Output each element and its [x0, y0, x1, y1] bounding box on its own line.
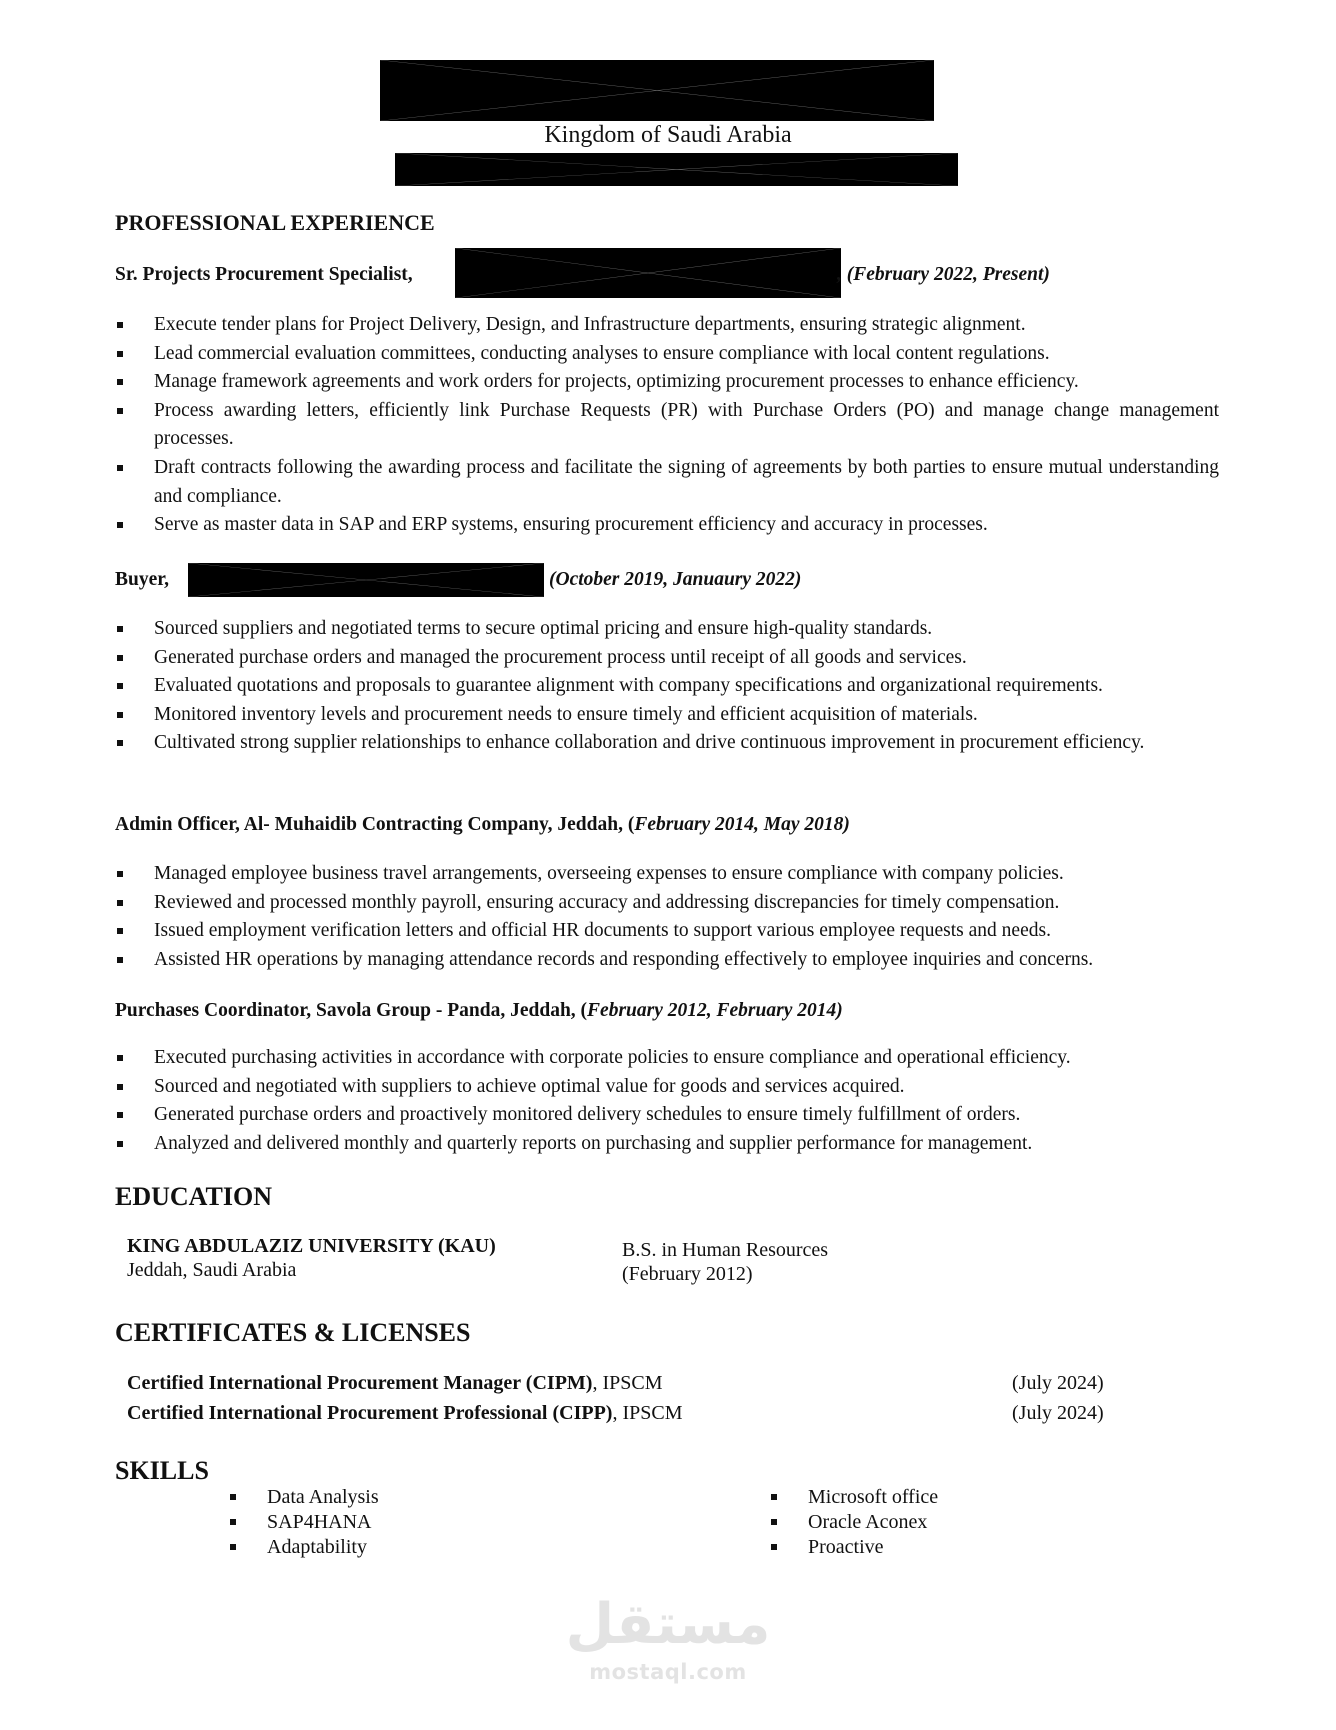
certificate-name: Certified International Procurement Manager (CIPM)	[127, 1372, 593, 1394]
job-role: Admin Officer, Al- Muhaidib Contracting Company, Jeddah, (	[115, 814, 635, 835]
education-degree	[622, 1238, 828, 1286]
bullet-square-icon	[117, 522, 123, 528]
bullet-square-icon	[117, 712, 123, 718]
bullet-square-icon	[117, 1112, 123, 1118]
certificate-name: Certified International Procurement Professional (CIPP)	[127, 1402, 613, 1424]
list-item: Monitored inventory levels and procurement needs to ensure timely and efficient acquisition of materials.	[115, 701, 1219, 730]
bullet-square-icon	[117, 900, 123, 906]
list-item: SAP4HANA	[228, 1510, 379, 1535]
certificate-issuer: , IPSCM	[612, 1402, 683, 1424]
list-item: Execute tender plans for Project Delivery, Design, and Infrastructure departments, ensuring strategic alignment.	[115, 311, 1219, 340]
university-name: KING ABDULAZIZ UNIVERSITY (KAU)	[127, 1235, 496, 1257]
bullet-square-icon	[117, 322, 123, 328]
job-bullet-list	[115, 311, 1219, 540]
certificate-date: (July 2024)	[1012, 1372, 1104, 1394]
job-title	[115, 264, 413, 286]
degree-date: (February 2012)	[622, 1263, 753, 1285]
bullet-square-icon	[117, 1141, 123, 1147]
list-item: Issued employment verification letters and official HR documents to support various employee requests and needs.	[115, 917, 1219, 946]
bullet-square-icon	[117, 379, 123, 385]
list-item: Generated purchase orders and managed the procurement process until receipt of all goods and services.	[115, 644, 1219, 673]
job-bullet-list	[115, 615, 1219, 758]
degree-name: B.S. in Human Resources	[622, 1239, 829, 1261]
bullet-square-icon	[117, 351, 123, 357]
list-item: Sourced and negotiated with suppliers to achieve optimal value for goods and services acquired.	[115, 1073, 1219, 1102]
job-title	[115, 569, 169, 591]
certificate-date: (July 2024)	[1012, 1402, 1104, 1424]
redacted-company	[188, 563, 544, 597]
list-item: Analyzed and delivered monthly and quarterly reports on purchasing and supplier performance for management.	[115, 1130, 1219, 1159]
list-item: Process awarding letters, efficiently link Purchase Requests (PR) with Purchase Orders (PO) and manage change management processes.	[115, 397, 1219, 454]
university-location: Jeddah, Saudi Arabia	[127, 1259, 297, 1281]
bullet-square-icon	[117, 408, 123, 414]
job-role: Sr. Projects Procurement Specialist,	[115, 264, 413, 285]
job-dates: February 2012, February 2014)	[587, 1000, 843, 1021]
bullet-square-icon	[771, 1494, 777, 1500]
list-item: Data Analysis	[228, 1485, 379, 1510]
certificate-row	[127, 1372, 1115, 1395]
bullet-square-icon	[771, 1519, 777, 1525]
bullet-square-icon	[117, 626, 123, 632]
bullet-square-icon	[117, 1084, 123, 1090]
job-title	[115, 814, 850, 836]
list-item: Evaluated quotations and proposals to guarantee alignment with company specifications and organizational requirements.	[115, 672, 1219, 701]
bullet-square-icon	[117, 465, 123, 471]
list-item: Assisted HR operations by managing attendance records and responding effectively to employee inquiries and concerns.	[115, 946, 1219, 975]
experience-heading: PROFESSIONAL EXPERIENCE	[115, 210, 435, 235]
bullet-square-icon	[117, 655, 123, 661]
list-item: Adaptability	[228, 1535, 379, 1560]
certificate-row	[127, 1402, 1115, 1425]
bullet-square-icon	[771, 1544, 777, 1550]
bullet-square-icon	[117, 871, 123, 877]
job-bullet-list	[115, 860, 1219, 974]
watermark-url: mostaql.com	[589, 1660, 747, 1684]
list-item: Sourced suppliers and negotiated terms to secure optimal pricing and ensure high-quality standards.	[115, 615, 1219, 644]
bullet-square-icon	[117, 1055, 123, 1061]
list-item: Draft contracts following the awarding process and facilitate the signing of agreements by both parties to ensure mutual understanding and compliance.	[115, 454, 1219, 511]
list-item: Serve as master data in SAP and ERP systems, ensuring procurement efficiency and accuracy in processes.	[115, 511, 1219, 540]
job-dates: , (February 2022, Present)	[837, 264, 1050, 285]
bullet-square-icon	[230, 1519, 236, 1525]
header-location: Kingdom of Saudi Arabia	[544, 122, 792, 148]
skills-list-left	[228, 1485, 379, 1560]
job-role: Purchases Coordinator, Savola Group - Panda, Jeddah, (	[115, 1000, 588, 1021]
education-institution	[127, 1234, 496, 1282]
job-dates: February 2014, May 2018)	[634, 814, 850, 835]
certificates-heading: CERTIFICATES & LICENSES	[115, 1318, 471, 1347]
redacted-contact-block	[395, 153, 958, 186]
list-item: Manage framework agreements and work orders for projects, optimizing procurement processes to enhance efficiency.	[115, 368, 1219, 397]
certificate-issuer: , IPSCM	[592, 1372, 663, 1394]
skills-list-right	[769, 1485, 938, 1560]
bullet-square-icon	[230, 1544, 236, 1550]
list-item: Oracle Aconex	[769, 1510, 938, 1535]
bullet-square-icon	[117, 928, 123, 934]
job-dates: (October 2019, Januaury 2022)	[549, 569, 802, 590]
list-item: Reviewed and processed monthly payroll, ensuring accuracy and addressing discrepancies for timely compensation.	[115, 889, 1219, 918]
job-title	[115, 1000, 843, 1022]
redacted-name-block	[380, 60, 934, 121]
job-bullet-list	[115, 1044, 1219, 1158]
list-item: Generated purchase orders and proactively monitored delivery schedules to ensure timely fulfillment of orders.	[115, 1101, 1219, 1130]
skills-heading: SKILLS	[115, 1456, 209, 1485]
education-heading: EDUCATION	[115, 1182, 272, 1211]
job-role: Buyer,	[115, 569, 169, 590]
watermark-logo: مستقل	[565, 1592, 771, 1657]
list-item: Proactive	[769, 1535, 938, 1560]
list-item: Microsoft office	[769, 1485, 938, 1510]
list-item: Lead commercial evaluation committees, conducting analyses to ensure compliance with local content regulations.	[115, 340, 1219, 369]
list-item: Cultivated strong supplier relationships to enhance collaboration and drive continuous improvement in procurement efficiency.	[115, 729, 1219, 758]
list-item: Executed purchasing activities in accordance with corporate policies to ensure compliance and operational efficiency.	[115, 1044, 1219, 1073]
bullet-square-icon	[117, 957, 123, 963]
redacted-company	[455, 248, 841, 298]
bullet-square-icon	[117, 683, 123, 689]
bullet-square-icon	[230, 1494, 236, 1500]
list-item: Managed employee business travel arrangements, overseeing expenses to ensure compliance with company policies.	[115, 860, 1219, 889]
bullet-square-icon	[117, 740, 123, 746]
